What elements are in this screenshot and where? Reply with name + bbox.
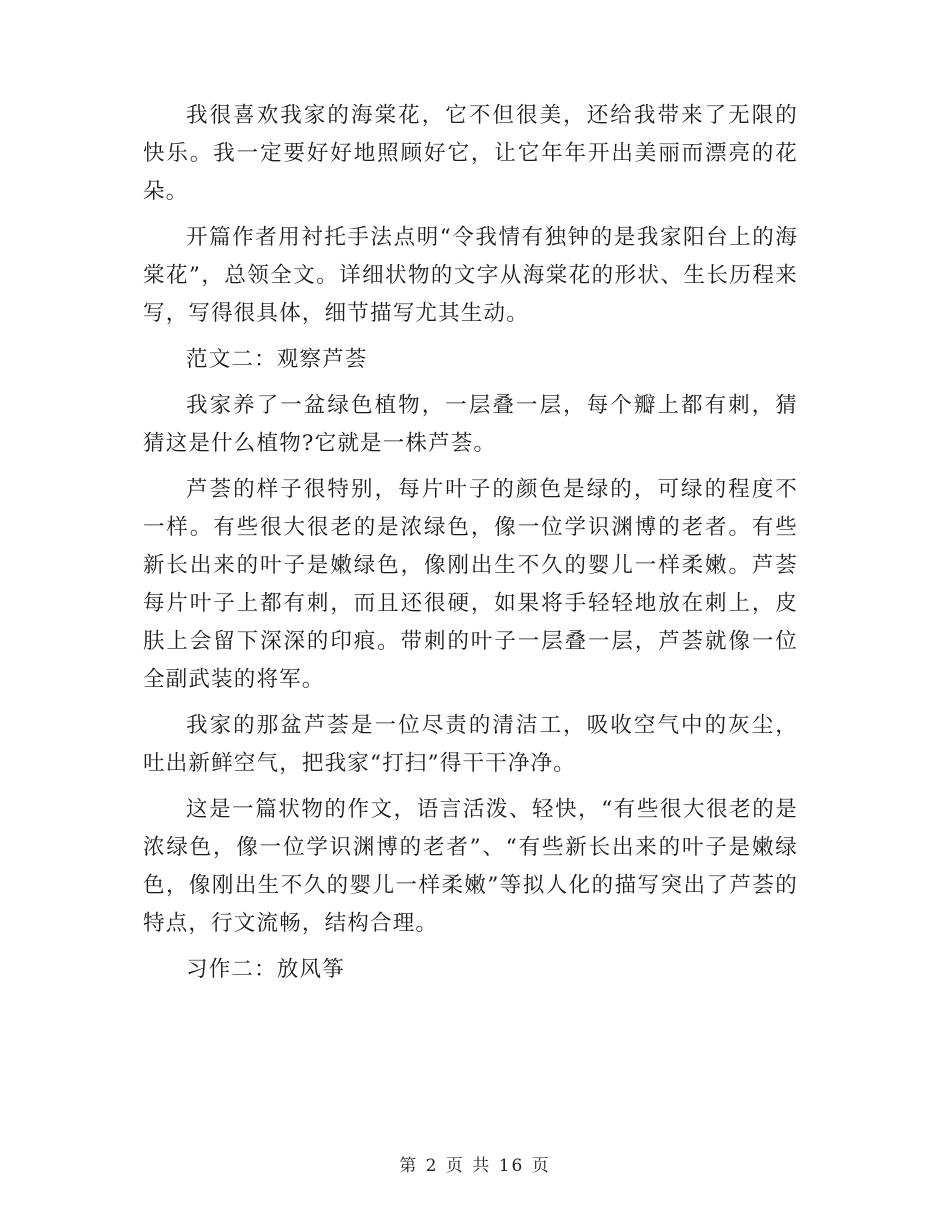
paragraph-haitang-comment: 开篇作者用衬托手法点明“令我情有独钟的是我家阳台上的海棠花”，总领全文。详细状物的文字从海棠花的形状、生长历程来写，写得很具体，细节描写尤其生动。 <box>143 225 798 326</box>
paragraph-haitang-conclusion: 我很喜欢我家的海棠花，它不但很美，还给我带来了无限的快乐。我一定要好好地照顾好它，让它年年开出美丽而漂亮的花朵。 <box>143 103 798 204</box>
page-number-footer: 第 2 页 共 16 页 <box>399 1156 551 1176</box>
document-body <box>143 97 798 997</box>
paragraph-luhui-comment: 这是一篇状物的作文，语言活泼、轻快，“有些很大很老的是浓绿色，像一位学识渊博的老者”、“有些新长出来的叶子是嫩绿色，像刚出生不久的婴儿一样柔嫩”等拟人化的描写突出了芦荟的特点，行文流畅，结构合理。 <box>143 797 798 936</box>
section-heading-luhui: 范文二：观察芦荟 <box>186 347 368 372</box>
paragraph-luhui-cleaner: 我家的那盆芦荟是一位尽责的清洁工，吸收空气中的灰尘，吐出新鲜空气，把我家“打扫”得干干净净。 <box>143 713 798 776</box>
paragraph-luhui-intro: 我家养了一盆绿色植物，一层叠一层，每个瓣上都有刺，猜猜这是什么植物?它就是一株芦荟。 <box>143 393 798 456</box>
section-heading-kite: 习作二：放风筝 <box>186 957 345 982</box>
paragraph-luhui-appearance: 芦荟的样子很特别，每片叶子的颜色是绿的，可绿的程度不一样。有些很大很老的是浓绿色，像一位学识渊博的老者。有些新长出来的叶子是嫩绿色，像刚出生不久的婴儿一样柔嫩。芦荟每片叶子上都有刺，而且还很硬，如果将手轻轻地放在刺上，皮肤上会留下深深的印痕。带刺的叶子一层叠一层，芦荟就像一位全副武装的将军。 <box>143 477 798 692</box>
